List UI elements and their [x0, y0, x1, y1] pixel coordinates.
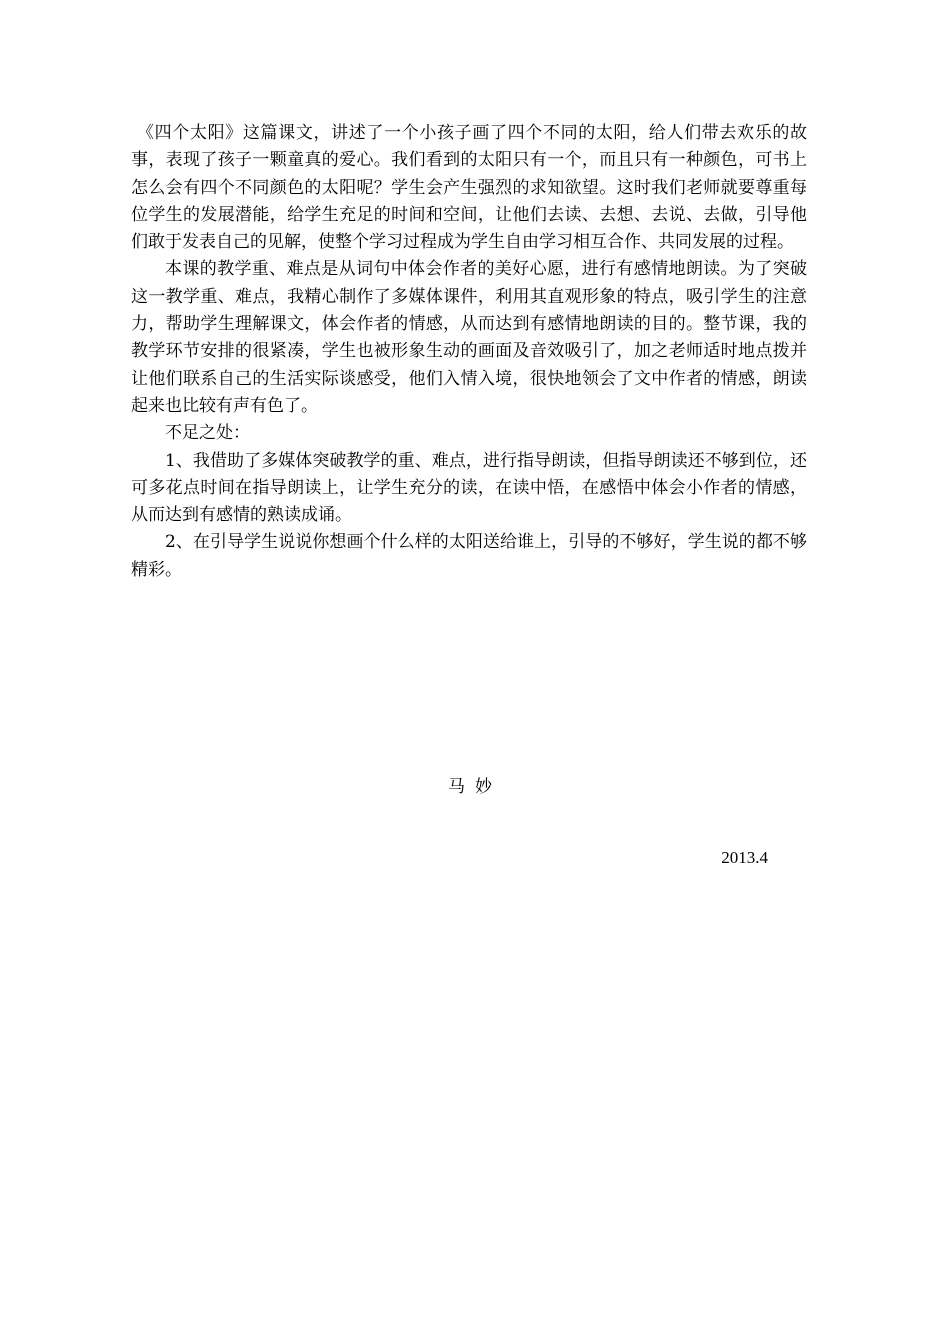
author-name: 马妙	[448, 777, 502, 797]
document-body	[131, 120, 807, 584]
document-date: 2013.4	[721, 848, 768, 867]
paragraph-key-points: 本课的教学重、难点是从词句中体会作者的美好心愿，进行有感情地朗读。为了突破这一教学重、难点，我精心制作了多媒体课件，利用其直观形象的特点，吸引学生的注意力，帮助学生理解课文，体会作者的情感，从而达到有感情地朗读的目的。整节课，我的教学环节安排的很紧凑，学生也被形象生动的画面及音效吸引了，加之老师适时地点拨并让他们联系自己的生活实际谈感受，他们入情入境，很快地领会了文中作者的情感，朗读起来也比较有声有色了。	[131, 259, 807, 416]
paragraph-shortcoming-2: 2、在引导学生说说你想画个什么样的太阳送给谁上，引导的不够好，学生说的都不够精彩。	[131, 532, 807, 580]
paragraph-shortcoming-1: 1、我借助了多媒体突破教学的重、难点，进行指导朗读，但指导朗读还不够到位，还可多花点时间在指导朗读上，让学生充分的读，在读中悟，在感悟中体会小作者的情感，从而达到有感情的熟读成诵。	[131, 450, 807, 526]
paragraph-shortcomings-heading: 不足之处：	[165, 423, 250, 444]
paragraph-intro: 《四个太阳》这篇课文，讲述了一个小孩子画了四个不同的太阳，给人们带去欢乐的故事，表现了孩子一颗童真的爱心。我们看到的太阳只有一个，而且只有一种颜色，可书上怎么会有四个不同颜色的太阳呢？学生会产生强烈的求知欲望。这时我们老师就要尊重每位学生的发展潜能，给学生充足的时间和空间，让他们去读、去想、去说、去做，引导他们敢于发表自己的见解，使整个学习过程成为学生自由学习相互合作、共同发展的过程。	[131, 123, 807, 253]
